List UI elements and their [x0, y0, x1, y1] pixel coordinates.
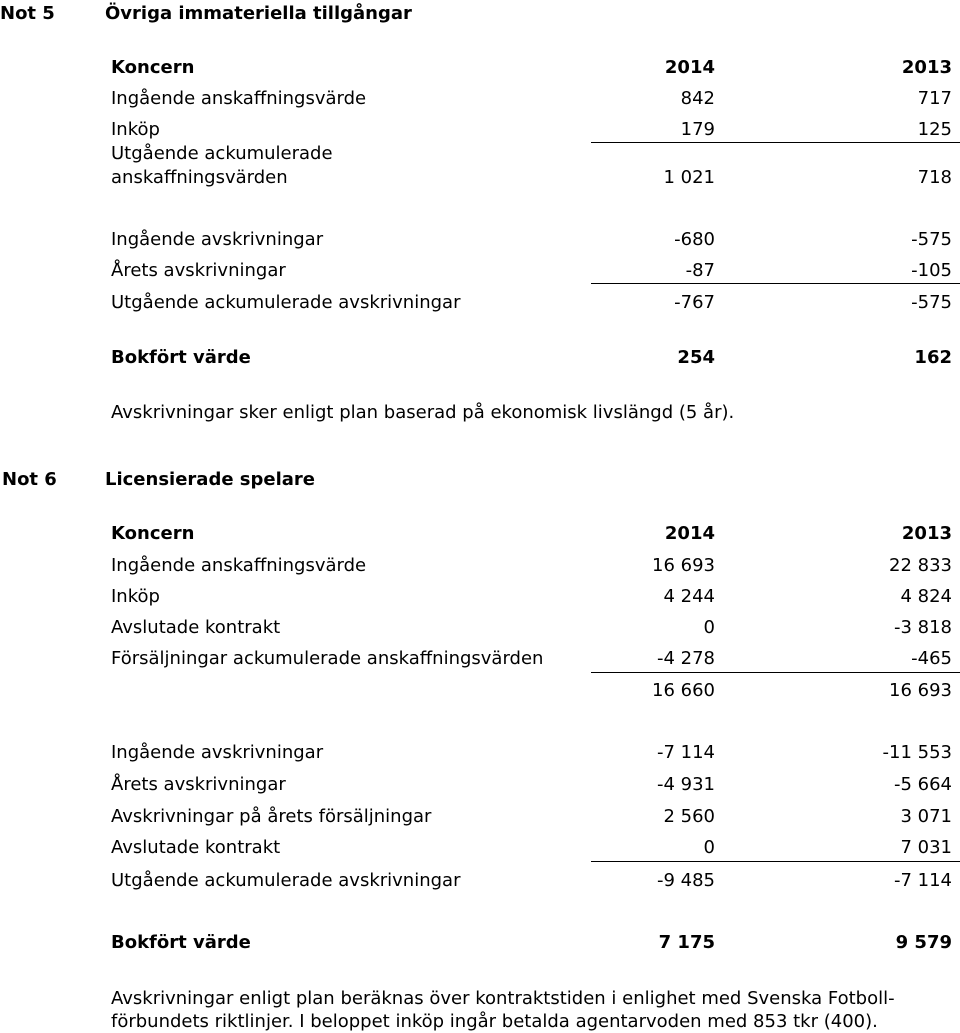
- row-value-2013: 22 833: [889, 555, 952, 576]
- row-value-2013: 16 693: [889, 680, 952, 701]
- row-value-2014: -9 485: [656, 870, 715, 891]
- row-value-2014: 1 021: [663, 167, 715, 188]
- note-text: Avskrivningar enligt plan beräknas över kontraktstiden i enlighet med Svenska Fotboll-: [111, 988, 895, 1009]
- row-value-2014: 842: [680, 88, 715, 109]
- table-header-year-2014: 2014: [664, 523, 715, 544]
- row-value-2013: -105: [911, 260, 952, 281]
- row-value-2013: 3 071: [900, 806, 952, 827]
- row-value-2014: -87: [685, 260, 715, 281]
- row-label: Utgående ackumulerade: [111, 143, 333, 164]
- table-header-label: Koncern: [111, 57, 195, 78]
- row-value-2013: -7 114: [893, 870, 952, 891]
- subtotal-rule: [591, 861, 960, 862]
- row-label: Försäljningar ackumulerade anskaffningsvärden: [111, 648, 544, 669]
- row-label: Ingående avskrivningar: [111, 229, 324, 250]
- note-number: Not 5: [0, 3, 55, 24]
- note-title: Övriga immateriella tillgångar: [105, 3, 412, 24]
- book-value-2014: 7 175: [658, 932, 715, 953]
- row-value-2013: -575: [911, 229, 952, 250]
- row-value-2014: 0: [703, 617, 715, 638]
- row-label: Ingående anskaffningsvärde: [111, 555, 367, 576]
- row-value-2013: 125: [917, 119, 952, 140]
- row-value-2014: -767: [674, 292, 715, 313]
- row-label: Avskrivningar på årets försäljningar: [111, 806, 432, 827]
- row-label: Årets avskrivningar: [111, 260, 286, 281]
- row-value-2013: -575: [911, 292, 952, 313]
- table-header-label: Koncern: [111, 523, 195, 544]
- book-value-label: Bokfört värde: [111, 932, 251, 953]
- row-value-2014: -4 278: [656, 648, 715, 669]
- row-value-2013: 717: [917, 88, 952, 109]
- row-value-2014: -4 931: [656, 774, 715, 795]
- row-value-2014: 179: [680, 119, 715, 140]
- row-value-2014: 0: [703, 837, 715, 858]
- note-number: Not 6: [2, 469, 57, 490]
- row-label: Avslutade kontrakt: [111, 837, 281, 858]
- note-text: Avskrivningar sker enligt plan baserad på ekonomisk livslängd (5 år).: [111, 402, 735, 423]
- row-value-2013: -465: [911, 648, 952, 669]
- book-value-2014: 254: [677, 347, 715, 368]
- row-label: Inköp: [111, 119, 160, 140]
- row-value-2014: -680: [674, 229, 715, 250]
- row-value-2013: 4 824: [900, 586, 952, 607]
- row-label: Utgående ackumulerade avskrivningar: [111, 870, 461, 891]
- table-header-year-2013: 2013: [901, 57, 952, 78]
- book-value-label: Bokfört värde: [111, 347, 251, 368]
- row-value-2014: 2 560: [663, 806, 715, 827]
- row-label: Utgående ackumulerade avskrivningar: [111, 292, 461, 313]
- table-header-year-2013: 2013: [901, 523, 952, 544]
- row-value-2014: -7 114: [656, 742, 715, 763]
- row-label: Ingående anskaffningsvärde: [111, 88, 367, 109]
- row-label: Årets avskrivningar: [111, 774, 286, 795]
- row-value-2013: -3 818: [893, 617, 952, 638]
- subtotal-rule: [591, 142, 960, 143]
- row-value-2013: -5 664: [893, 774, 952, 795]
- table-header-year-2014: 2014: [664, 57, 715, 78]
- note-text-continued: förbundets riktlinjer. I beloppet inköp ingår betalda agentarvoden med 853 tkr (400).: [111, 1011, 878, 1032]
- row-value-2014: 16 660: [652, 680, 715, 701]
- row-value-2013: 718: [917, 167, 952, 188]
- row-value-2014: 16 693: [652, 555, 715, 576]
- book-value-2013: 9 579: [895, 932, 952, 953]
- row-value-2014: 4 244: [663, 586, 715, 607]
- row-label: Inköp: [111, 586, 160, 607]
- subtotal-rule: [591, 283, 960, 284]
- row-label-continued: anskaffningsvärden: [111, 167, 288, 188]
- subtotal-rule: [591, 672, 960, 673]
- row-value-2013: 7 031: [900, 837, 952, 858]
- book-value-2013: 162: [914, 347, 952, 368]
- note-title: Licensierade spelare: [105, 469, 316, 490]
- row-label: Avslutade kontrakt: [111, 617, 281, 638]
- row-label: Ingående avskrivningar: [111, 742, 324, 763]
- row-value-2013: -11 553: [882, 742, 952, 763]
